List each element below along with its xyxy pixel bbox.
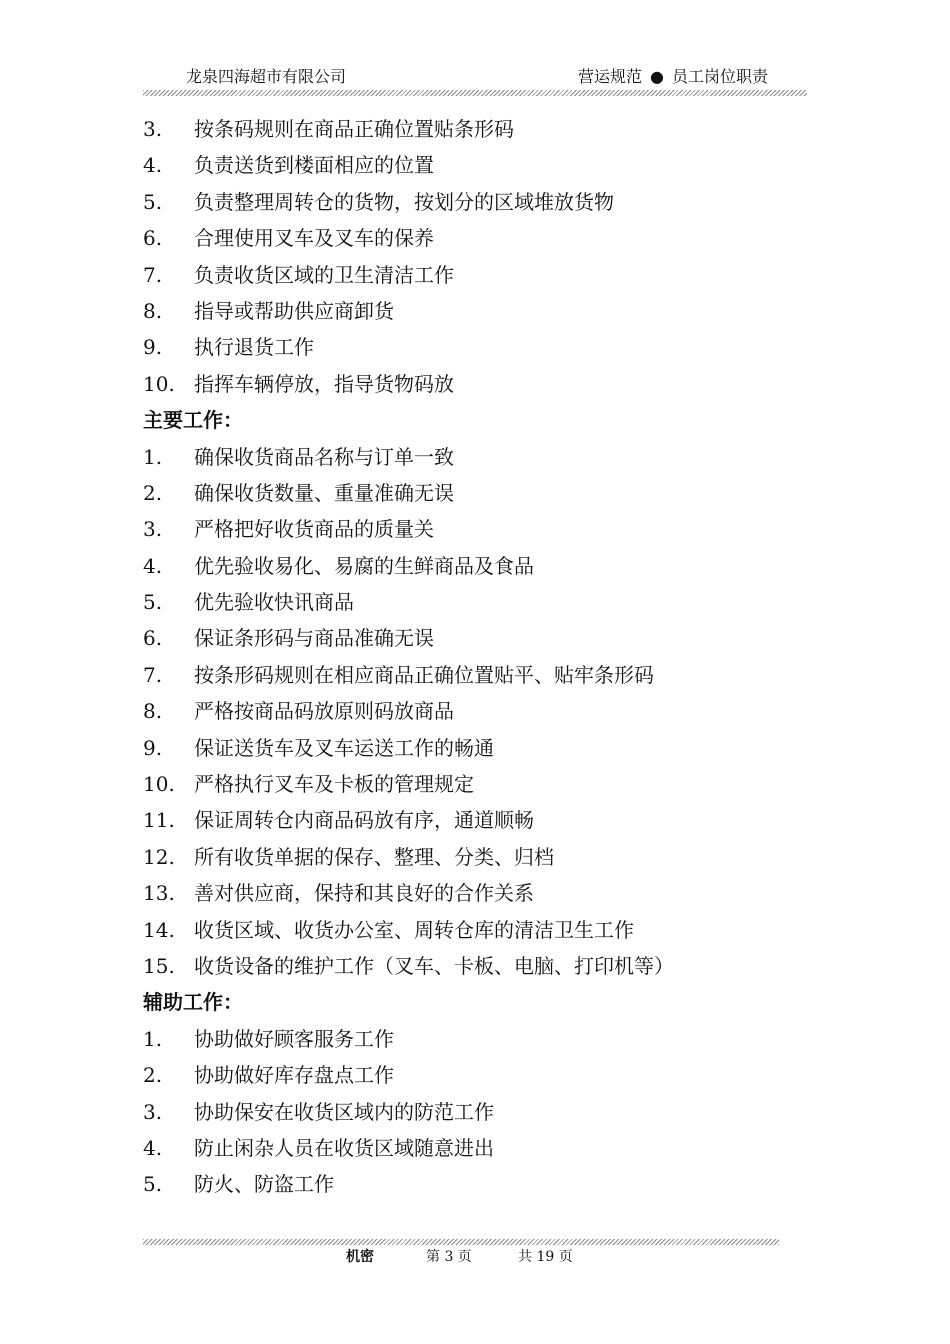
item-number: 4. xyxy=(143,1135,163,1160)
list-item xyxy=(143,1166,803,1202)
document-body xyxy=(143,111,803,1203)
item-number: 8. xyxy=(143,298,163,323)
list-item xyxy=(143,147,803,183)
item-text: 确保收货数量、重量准确无误 xyxy=(194,480,454,505)
item-text: 善对供应商，保持和其良好的合作关系 xyxy=(194,881,534,906)
item-text: 收货设备的维护工作（叉车、卡板、电脑、打印机等） xyxy=(194,953,674,978)
item-text: 负责整理周转仓的货物，按划分的区域堆放货物 xyxy=(194,189,614,214)
item-number: 3. xyxy=(143,117,163,141)
list-item xyxy=(143,948,803,984)
item-text: 保证条形码与商品准确无误 xyxy=(194,626,434,651)
header-title xyxy=(578,66,768,88)
item-text: 协助做好顾客服务工作 xyxy=(194,1026,394,1051)
item-number: 5. xyxy=(143,590,163,615)
item-number: 2. xyxy=(143,1063,163,1088)
auxiliary-duties-list xyxy=(143,1021,803,1203)
list-item xyxy=(143,475,803,511)
header-company: 龙泉四海超市有限公司 xyxy=(186,67,347,86)
list-item xyxy=(143,1130,803,1166)
item-number: 9. xyxy=(143,735,163,760)
main-duties-heading: 主要工作： xyxy=(143,408,243,433)
item-number: 5. xyxy=(143,189,163,214)
item-text: 严格执行叉车及卡板的管理规定 xyxy=(194,772,474,797)
list-item xyxy=(143,329,803,365)
item-number: 2. xyxy=(143,480,163,505)
item-number: 6. xyxy=(143,226,163,251)
header-bullet: ● xyxy=(650,67,664,86)
item-text: 优先验收快讯商品 xyxy=(194,590,354,615)
item-text: 保证周转仓内商品码放有序，通道顺畅 xyxy=(194,808,534,833)
footer-total-pages: 共 19 页 xyxy=(518,1249,573,1265)
item-number: 6. xyxy=(143,626,163,651)
list-item xyxy=(143,912,803,948)
item-number: 3. xyxy=(143,1099,163,1124)
item-text: 协助保安在收货区域内的防范工作 xyxy=(194,1099,494,1124)
item-text: 防火、防盗工作 xyxy=(194,1172,334,1197)
main-duties-list xyxy=(143,439,803,985)
auxiliary-duties-heading: 辅助工作： xyxy=(143,990,243,1015)
item-number: 13. xyxy=(143,881,175,906)
item-text: 保证送货车及叉车运送工作的畅通 xyxy=(194,735,494,760)
item-number: 15. xyxy=(143,953,175,978)
list-item xyxy=(143,257,803,293)
item-text: 指导或帮助供应商卸货 xyxy=(194,298,394,323)
footer-divider xyxy=(143,1239,779,1245)
list-item xyxy=(143,1094,803,1130)
item-number: 9. xyxy=(143,335,163,360)
item-text: 负责收货区域的卫生清洁工作 xyxy=(194,262,454,287)
header-doc: 员工岗位职责 xyxy=(671,67,768,86)
list-item xyxy=(143,439,803,475)
item-number: 10. xyxy=(143,371,175,396)
item-number: 3. xyxy=(143,517,163,542)
item-number: 4. xyxy=(143,153,163,178)
list-item xyxy=(143,511,803,547)
list-item xyxy=(143,839,803,875)
list-item xyxy=(143,548,803,584)
list-item xyxy=(143,584,803,620)
list-item xyxy=(143,111,803,147)
item-text: 确保收货商品名称与订单一致 xyxy=(194,444,454,469)
list-item xyxy=(143,1057,803,1093)
list-item xyxy=(143,620,803,656)
footer-confidential: 机密 xyxy=(346,1249,374,1265)
item-text: 收货区域、收货办公室、周转仓库的清洁卫生工作 xyxy=(194,917,634,942)
header-divider xyxy=(143,90,807,96)
item-text: 按条码规则在商品正确位置贴条形码 xyxy=(194,117,514,141)
continued-list xyxy=(143,111,803,402)
item-number: 11. xyxy=(143,808,175,833)
list-item xyxy=(143,1021,803,1057)
item-number: 10. xyxy=(143,772,175,797)
item-text: 严格按商品码放原则码放商品 xyxy=(194,699,454,724)
list-item xyxy=(143,730,803,766)
item-text: 防止闲杂人员在收货区域随意进出 xyxy=(194,1135,494,1160)
item-number: 1. xyxy=(143,1026,163,1051)
item-number: 7. xyxy=(143,662,163,687)
item-text: 执行退货工作 xyxy=(194,335,314,360)
item-number: 5. xyxy=(143,1172,163,1197)
item-text: 所有收货单据的保存、整理、分类、归档 xyxy=(194,844,554,869)
item-number: 1. xyxy=(143,444,163,469)
item-text: 负责送货到楼面相应的位置 xyxy=(194,153,434,178)
item-text: 协助做好库存盘点工作 xyxy=(194,1063,394,1088)
footer-page-number: 第 3 页 xyxy=(426,1249,472,1265)
list-item xyxy=(143,766,803,802)
item-number: 8. xyxy=(143,699,163,724)
item-text: 合理使用叉车及叉车的保养 xyxy=(194,226,434,251)
list-item xyxy=(143,366,803,402)
item-number: 14. xyxy=(143,917,175,942)
list-item xyxy=(143,293,803,329)
item-number: 4. xyxy=(143,553,163,578)
item-text: 严格把好收货商品的质量关 xyxy=(194,517,434,542)
item-text: 优先验收易化、易腐的生鲜商品及食品 xyxy=(194,553,534,578)
list-item xyxy=(143,802,803,838)
list-item xyxy=(143,693,803,729)
list-item xyxy=(143,184,803,220)
item-text: 按条形码规则在相应商品正确位置贴平、贴牢条形码 xyxy=(194,662,654,687)
list-item xyxy=(143,657,803,693)
header-section: 营运规范 xyxy=(578,67,643,86)
item-text: 指挥车辆停放，指导货物码放 xyxy=(194,371,454,396)
item-number: 12. xyxy=(143,844,175,869)
list-item xyxy=(143,875,803,911)
item-number: 7. xyxy=(143,262,163,287)
list-item xyxy=(143,220,803,256)
